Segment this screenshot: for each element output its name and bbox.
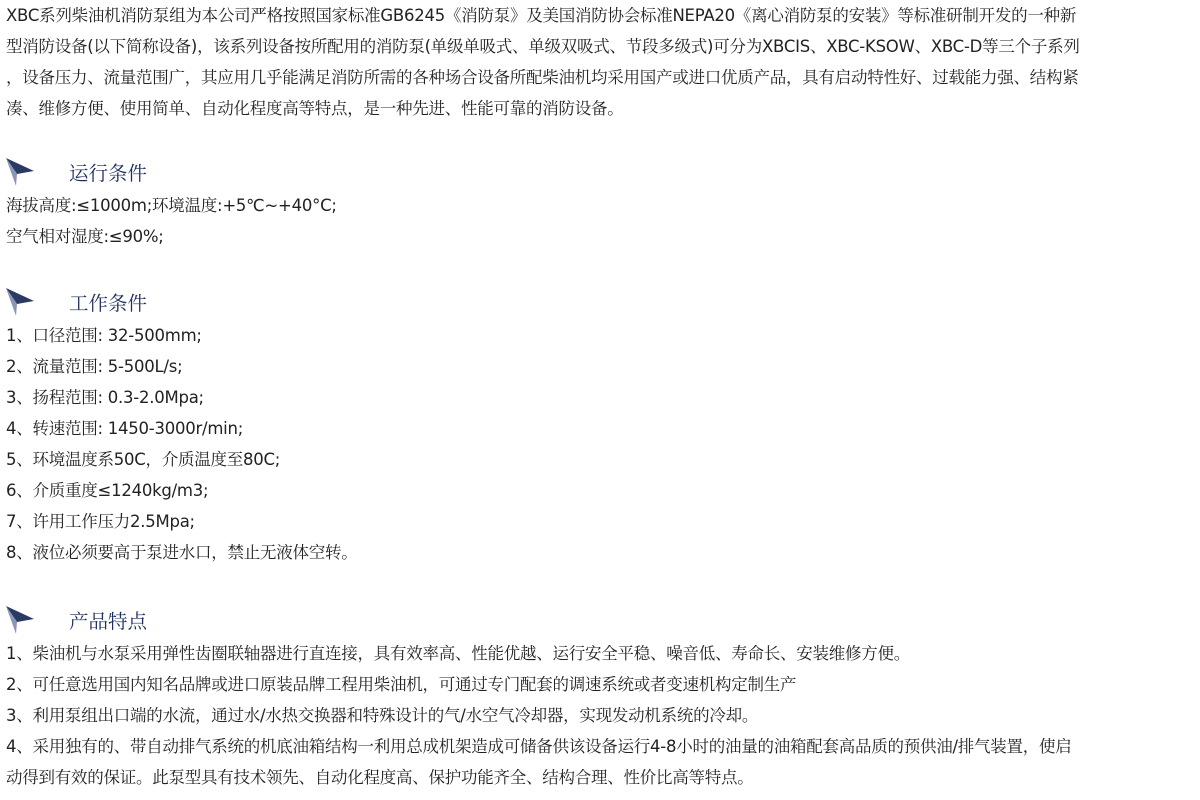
list-item: 4、转速范围: 1450-3000r/min;	[6, 419, 244, 438]
arrow-pointer-icon	[5, 156, 35, 188]
arrow-pointer-icon	[5, 286, 35, 318]
section-header	[6, 603, 1072, 637]
list-item: 2、流量范围: 5-500L/s;	[6, 357, 183, 376]
list-item: 8、液位必须要高于泵进水口，禁止无液体空转。	[6, 543, 358, 562]
list-item: 3、利用泵组出口端的水流，通过水/水热交换器和特殊设计的气/水空气冷却器，实现发动机系统的冷却。	[6, 706, 759, 725]
list-item: 1、柴油机与水泵采用弹性齿圈联轴器进行直连接，具有效率高、性能优越、运行安全平稳、噪音低、寿命长、安装维修方便。	[6, 644, 910, 663]
section-header	[6, 155, 337, 189]
list-item: 3、扬程范围: 0.3-2.0Mpa;	[6, 388, 204, 407]
section-list	[6, 190, 337, 252]
section-list	[6, 638, 1072, 793]
section-header	[6, 285, 358, 319]
list-item: 1、口径范围: 32-500mm;	[6, 326, 202, 345]
section-title: 产品特点	[69, 610, 148, 633]
intro-paragraph	[6, 0, 1194, 124]
intro-line: XBC系列柴油机消防泵组为本公司严格按照国家标准GB6245《消防泵》及美国消防协会标准NEPA20《离心消防泵的安装》等标准研制开发的一种新	[6, 6, 1077, 25]
list-item: 5、环境温度系50C，介质温度至80C;	[6, 450, 281, 469]
list-item: 海拔高度:≤1000m;环境温度:+5℃~+40°C;	[6, 196, 337, 215]
intro-line: ，设备压力、流量范围广，其应用几乎能满足消防所需的各种场合设备所配柴油机均采用国产或进口优质产品，具有启动特性好、过载能力强、结构紧	[6, 68, 1079, 87]
section-product-features	[6, 603, 1072, 793]
list-item: 6、介质重度≤1240kg/m3;	[6, 481, 209, 500]
intro-line: 型消防设备(以下简称设备)，该系列设备按所配用的消防泵(单级单吸式、单级双吸式、节段多级式)可分为XBCIS、XBC-KSOW、XBC-D等三个子系列	[6, 37, 1080, 56]
list-item: 空气相对湿度:≤90%;	[6, 227, 164, 246]
list-item: 2、可任意选用国内知名品牌或进口原装品牌工程用柴油机，可通过专门配套的调速系统或者变速机构定制生产	[6, 675, 797, 694]
section-working-conditions	[6, 285, 358, 568]
section-title: 运行条件	[69, 162, 148, 185]
arrow-pointer-icon	[5, 604, 35, 636]
list-item: 7、许用工作压力2.5Mpa;	[6, 512, 195, 531]
section-title: 工作条件	[69, 292, 148, 315]
section-operating-conditions	[6, 155, 337, 252]
intro-line: 凑、维修方便、使用简单、自动化程度高等特点，是一种先进、性能可靠的消防设备。	[6, 99, 624, 118]
list-item: 4、采用独有的、带自动排气系统的机底油箱结构一利用总成机架造成可储备供该设备运行4-8小时的油量的油箱配套高品质的预供油/排气装置，使启	[6, 737, 1072, 756]
list-item: 动得到有效的保证。此泵型具有技术领先、自动化程度高、保护功能齐全、结构合理、性价比高等特点。	[6, 768, 754, 787]
section-list	[6, 320, 358, 568]
